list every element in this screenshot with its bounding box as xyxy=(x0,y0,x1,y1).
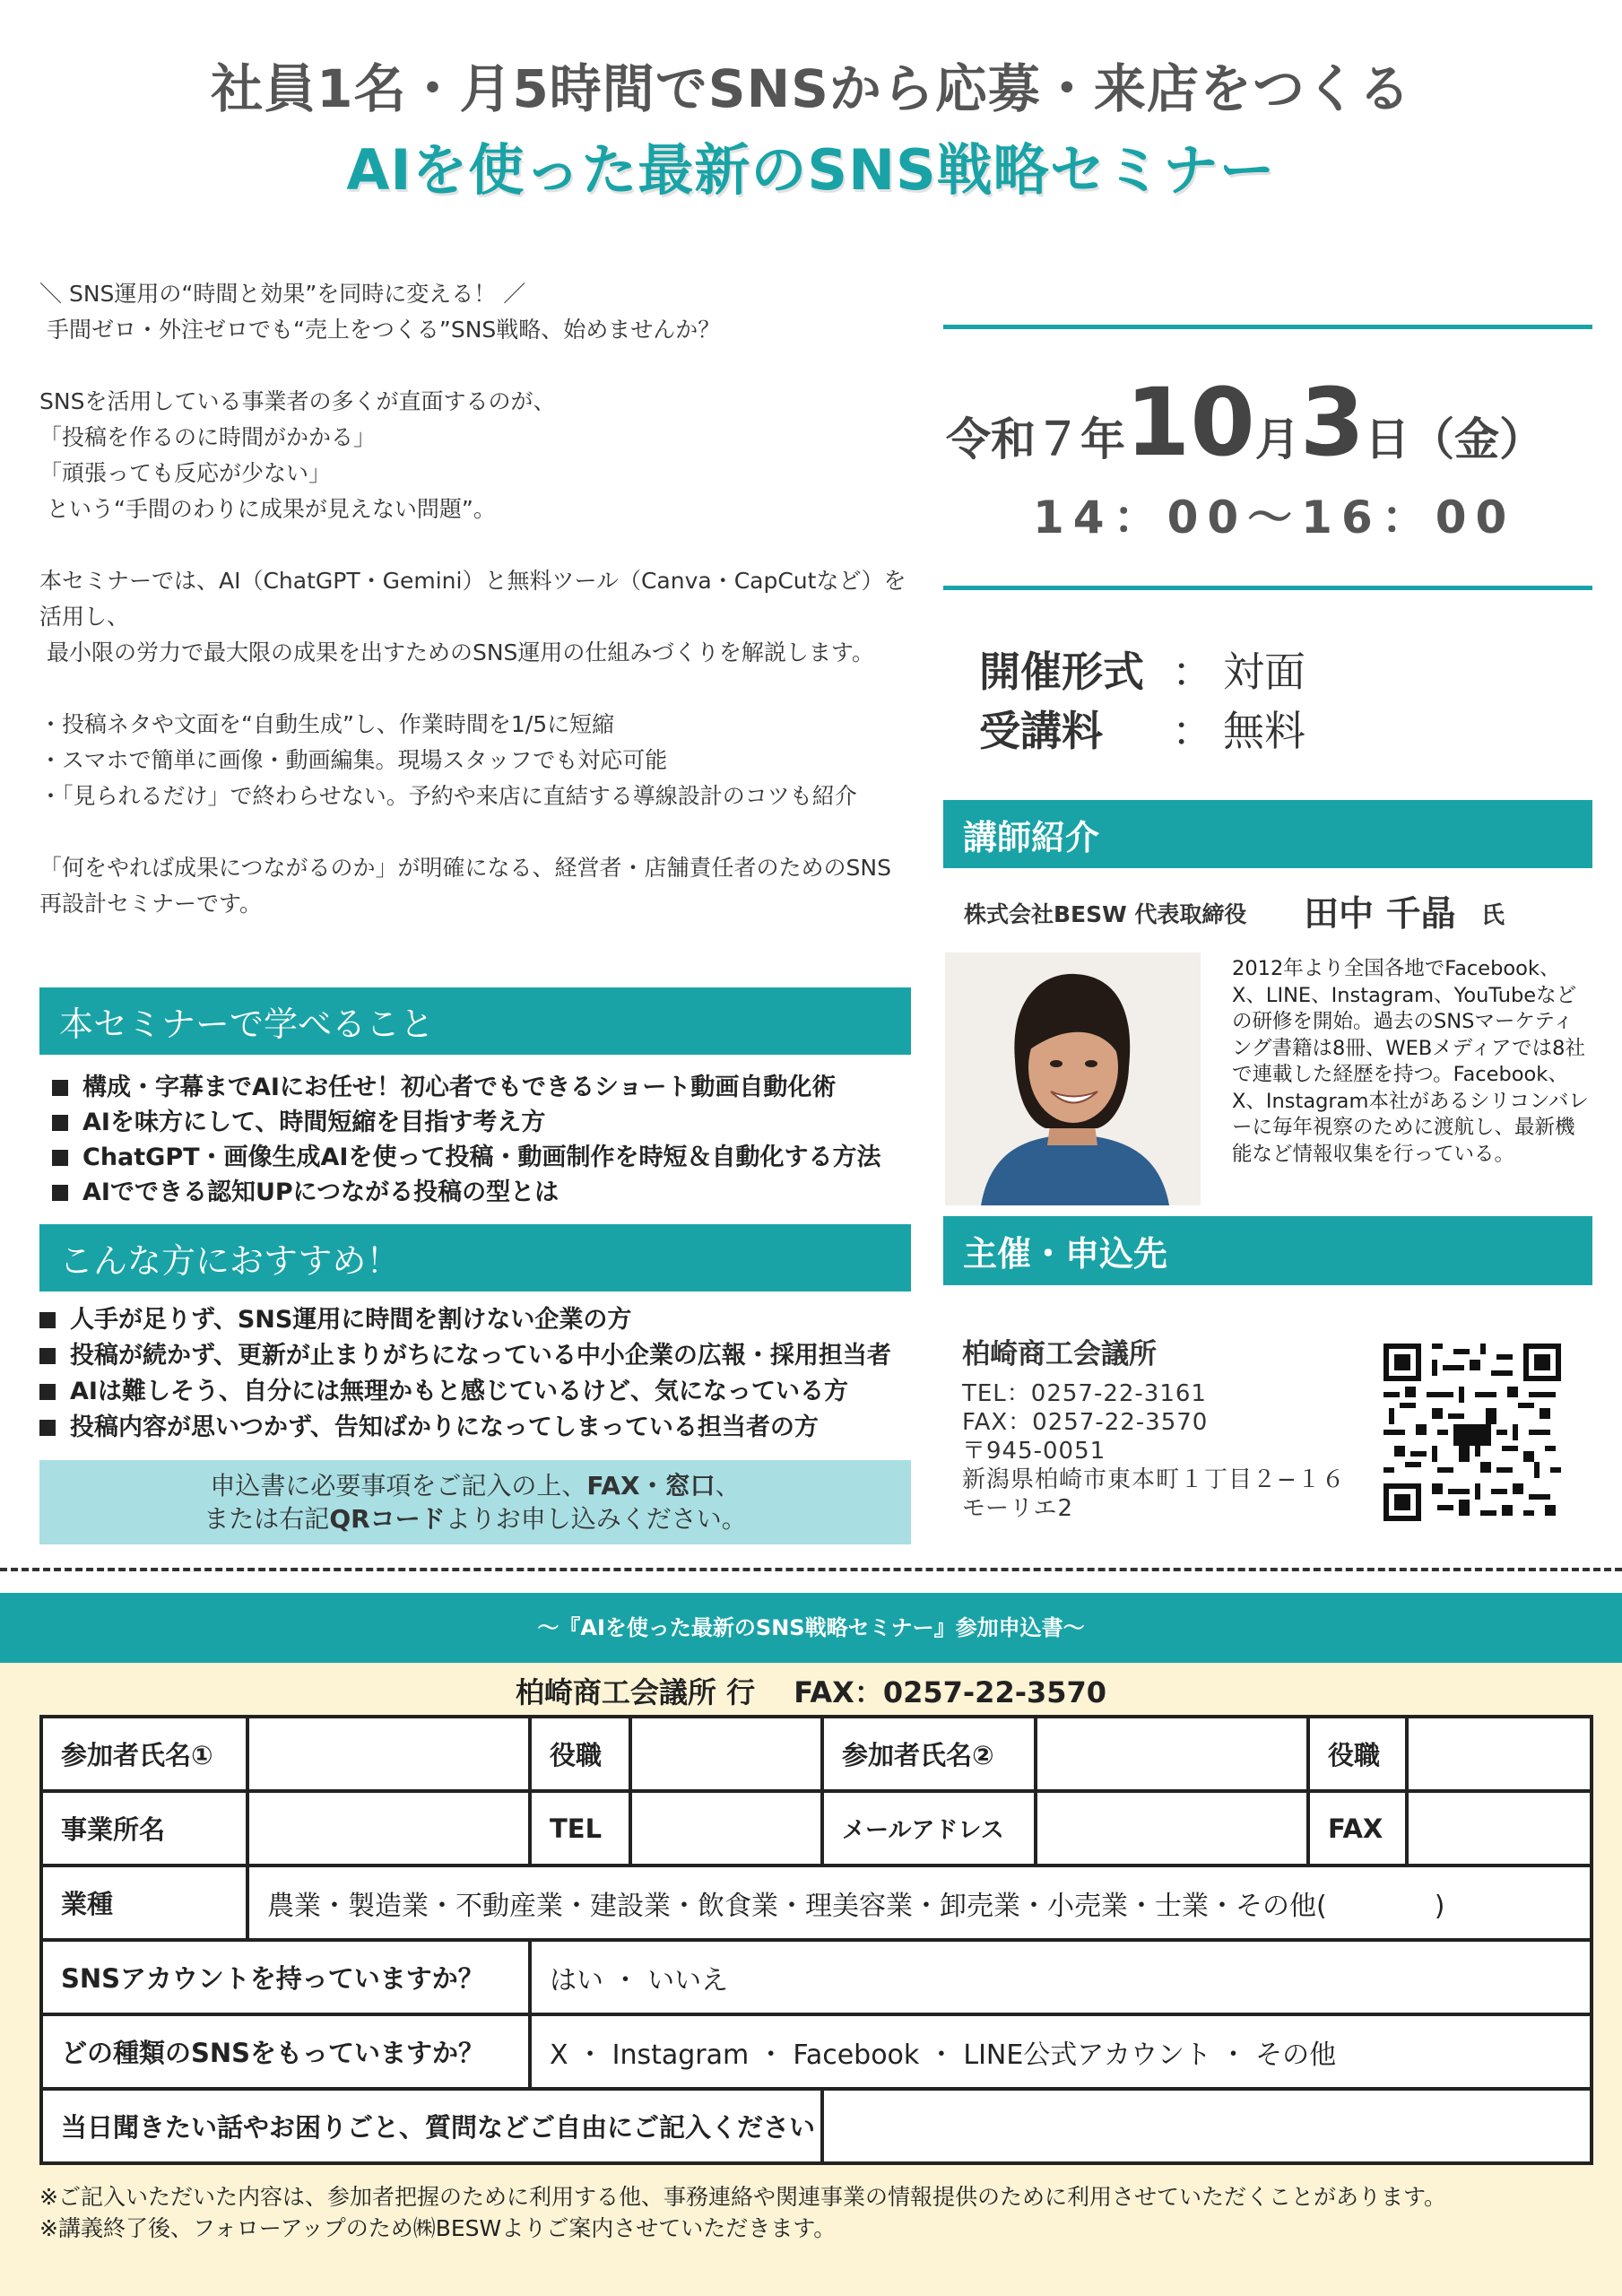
event-date xyxy=(946,368,1556,477)
organizer-address-1: 新潟県柏崎市東本町１丁目２−１６ xyxy=(962,1466,1346,1493)
tel-field[interactable] xyxy=(630,1791,822,1866)
sns-type-options[interactable]: X ・ Instagram ・ Facebook ・ LINE公式アカウント ・ その他 xyxy=(530,2014,1592,2089)
date-era-year: 令和７年 xyxy=(946,413,1125,465)
industry-label: 業種 xyxy=(41,1866,247,1940)
instructor-bio: 2012年より全国各地でFacebook、X、LINE、Instagram、YouTubeなどの研修を開始。過去のSNSマーケティング書籍は8冊、WEBメディアでは8社で連載した経歴を持つ。Facebook、X、Instagram本社があるシリコンバレーに毎年視察のために渡航し、最新機能など情報収集を行っている。 xyxy=(1232,957,1589,1166)
table-row xyxy=(41,2089,1592,2163)
note-1: ※ご記入いただいた内容は、参加者把握のために利用する他、事務連絡や関連事業の情報提供のために利用させていただくことがあります。 xyxy=(39,2184,1446,2210)
date-day: 3 xyxy=(1299,368,1366,477)
fax-label: FAX xyxy=(1308,1791,1407,1866)
page-title-line1: 社員1名・月5時間でSNSから応募・来店をつくる xyxy=(211,58,1411,119)
organizer-fax: FAX：0257-22-3570 xyxy=(962,1409,1209,1436)
organizer-name: 柏崎商工会議所 xyxy=(962,1338,1157,1370)
square-bullet-icon xyxy=(52,1115,68,1131)
recommend-heading: こんな方におすすめ！ xyxy=(39,1224,911,1292)
organizer-heading: 主催・申込先 xyxy=(943,1216,1592,1285)
participant2-role-label: 役職 xyxy=(1308,1717,1407,1791)
square-bullet-icon xyxy=(39,1348,56,1364)
date-weekday: （金） xyxy=(1409,413,1545,465)
application-callout: 申込書に必要事項をご記入の上、FAX・窓口、 または右記QRコードよりお申し込みください。 xyxy=(39,1460,911,1544)
tel-label: TEL xyxy=(530,1791,630,1866)
square-bullet-icon xyxy=(39,1384,56,1400)
participant2-role-field[interactable] xyxy=(1407,1717,1592,1791)
participant2-name-label: 参加者氏名② xyxy=(822,1717,1036,1791)
format-label: 開催形式 xyxy=(979,648,1144,696)
cut-line xyxy=(0,1568,1622,1571)
intro-paragraph-2: SNSを活用している事業者の多くが直面するのが、 「投稿を作るのに時間がかかる」 「頑張っても反応が少ない」 という“手間のわりに成果が見えない問題”。 xyxy=(39,388,556,522)
participant1-name-field[interactable] xyxy=(247,1717,530,1791)
form-banner: 〜『AIを使った最新のSNS戦略セミナー』参加申込書〜 xyxy=(0,1593,1622,1663)
event-fee-row xyxy=(979,699,1571,755)
sns-type-question: どの種類のSNSをもっていますか？ xyxy=(41,2014,530,2089)
instructor-company: 株式会社BESW 代表取締役 xyxy=(964,901,1247,927)
learn-heading: 本セミナーで学べること xyxy=(39,987,911,1055)
page-title-line2: AIを使った最新のSNS戦略セミナー xyxy=(346,137,1276,203)
note-2: ※講義終了後、フォローアップのため㈱BESWよりご案内させていただきます。 xyxy=(39,2215,837,2241)
participant1-role-label: 役職 xyxy=(530,1717,630,1791)
questions-label: 当日聞きたい話やお困りごと、質問などご自由にご記入ください xyxy=(41,2089,822,2163)
portrait-image xyxy=(945,952,1201,1205)
instructor-honorific: 氏 xyxy=(1481,902,1505,929)
list-item: 構成・字幕までAIにお任せ！初心者でもできるショート動画自動化術 xyxy=(52,1070,940,1105)
date-divider-bottom xyxy=(943,586,1592,590)
list-item: AIでできる認知UPにつながる投稿の型とは xyxy=(52,1175,940,1210)
office-name-field[interactable] xyxy=(247,1791,530,1866)
format-colon: ： xyxy=(1172,648,1213,696)
qr-code-icon[interactable] xyxy=(1383,1344,1561,1521)
form-fax-line: 柏崎商工会議所 行 FAX：0257-22-3570 xyxy=(515,1675,1107,1709)
office-name-label: 事業所名 xyxy=(41,1791,247,1866)
sns-account-question: SNSアカウントを持っていますか？ xyxy=(41,1940,530,2014)
format-value: 対面 xyxy=(1223,648,1305,696)
intro-paragraph-3: 本セミナーでは、AI（ChatGPT・Gemini）と無料ツール（Canva・CapCutなど）を活用し、 最小限の労力で最大限の成果を出すためのSNS運用の仕組みづくりを解説します。 xyxy=(39,568,906,665)
table-row xyxy=(41,1866,1592,1940)
fax-field[interactable] xyxy=(1407,1791,1592,1866)
email-field[interactable] xyxy=(1036,1791,1308,1866)
date-divider-top xyxy=(943,325,1592,329)
intro-paragraph-5: 「何をやれば成果につながるのか」が明確になる、経営者・店舗責任者のためのSNS再設計セミナーです。 xyxy=(39,855,891,917)
square-bullet-icon xyxy=(52,1150,68,1166)
form-notes xyxy=(39,2181,1446,2244)
learn-list xyxy=(52,1070,940,1210)
list-item: ChatGPT・画像生成AIを使って投稿・動画制作を時短＆自動化する方法 xyxy=(52,1140,940,1175)
square-bullet-icon xyxy=(52,1080,68,1096)
instructor-name: 田中 千晶 xyxy=(1304,894,1456,935)
organizer-tel: TEL：0257-22-3161 xyxy=(962,1380,1207,1407)
date-month: 10 xyxy=(1125,368,1255,477)
questions-field[interactable] xyxy=(822,2089,1592,2163)
list-item: 人手が足りず、SNS運用に時間を割けない企業の方 xyxy=(39,1302,927,1338)
qr-code-graphic xyxy=(1383,1344,1561,1521)
participant2-name-field[interactable] xyxy=(1036,1717,1308,1791)
email-label: メールアドレス xyxy=(822,1791,1036,1866)
intro-paragraph-4: ・投稿ネタや文面を“自動生成”し、作業時間を1/5に短縮 ・スマホで簡単に画像・動画編集。現場スタッフでも対応可能 ・「見られるだけ」で終わらせない。予約や来店に直結する導線設計のコツも紹介 xyxy=(39,711,857,809)
table-row xyxy=(41,1791,1592,1866)
organizer-address-2: モーリエ2 xyxy=(962,1495,1073,1522)
square-bullet-icon xyxy=(39,1312,56,1328)
fee-label: 受講料 xyxy=(979,707,1103,755)
table-row xyxy=(41,1717,1592,1791)
sns-account-options[interactable]: はい ・ いいえ xyxy=(530,1940,1592,2014)
date-day-unit: 日 xyxy=(1365,413,1410,465)
fee-value: 無料 xyxy=(1223,707,1305,755)
recommend-list xyxy=(39,1302,927,1446)
date-month-unit: 月 xyxy=(1254,413,1300,465)
square-bullet-icon xyxy=(52,1185,68,1201)
instructor-heading: 講師紹介 xyxy=(943,800,1592,868)
list-item: 投稿が続かず、更新が止まりがちになっている中小企業の広報・採用担当者 xyxy=(39,1338,927,1374)
list-item: AIを味方にして、時間短縮を目指す考え方 xyxy=(52,1105,940,1140)
participant1-role-field[interactable] xyxy=(630,1717,822,1791)
table-row xyxy=(41,1940,1592,2014)
table-row xyxy=(41,2014,1592,2089)
application-form-table xyxy=(39,1715,1593,2165)
square-bullet-icon xyxy=(39,1420,56,1436)
intro-paragraph-1: ＼ SNS運用の“時間と効果”を同時に変える！ ／ 手間ゼロ・外注ゼロでも“売上をつくる”SNS戦略、始めませんか？ xyxy=(39,281,721,343)
list-item: AIは難しそう、自分には無理かもと感じているけど、気になっている方 xyxy=(39,1374,927,1410)
organizer-contact xyxy=(962,1379,1346,1523)
instructor-photo xyxy=(945,952,1201,1205)
industry-options[interactable]: 農業・製造業・不動産業・建設業・飲食業・理美容業・卸売業・小売業・士業・その他( ) xyxy=(247,1866,1592,1940)
list-item: 投稿内容が思いつかず、告知ばかりになってしまっている担当者の方 xyxy=(39,1410,927,1446)
intro-text xyxy=(39,276,909,922)
event-format-row xyxy=(979,639,1571,696)
event-time: 14：00〜16：00 xyxy=(1033,491,1516,544)
participant1-name-label: 参加者氏名① xyxy=(41,1717,247,1791)
organizer-postal: 〒945-0051 xyxy=(962,1438,1106,1465)
fee-colon: ： xyxy=(1172,707,1213,755)
